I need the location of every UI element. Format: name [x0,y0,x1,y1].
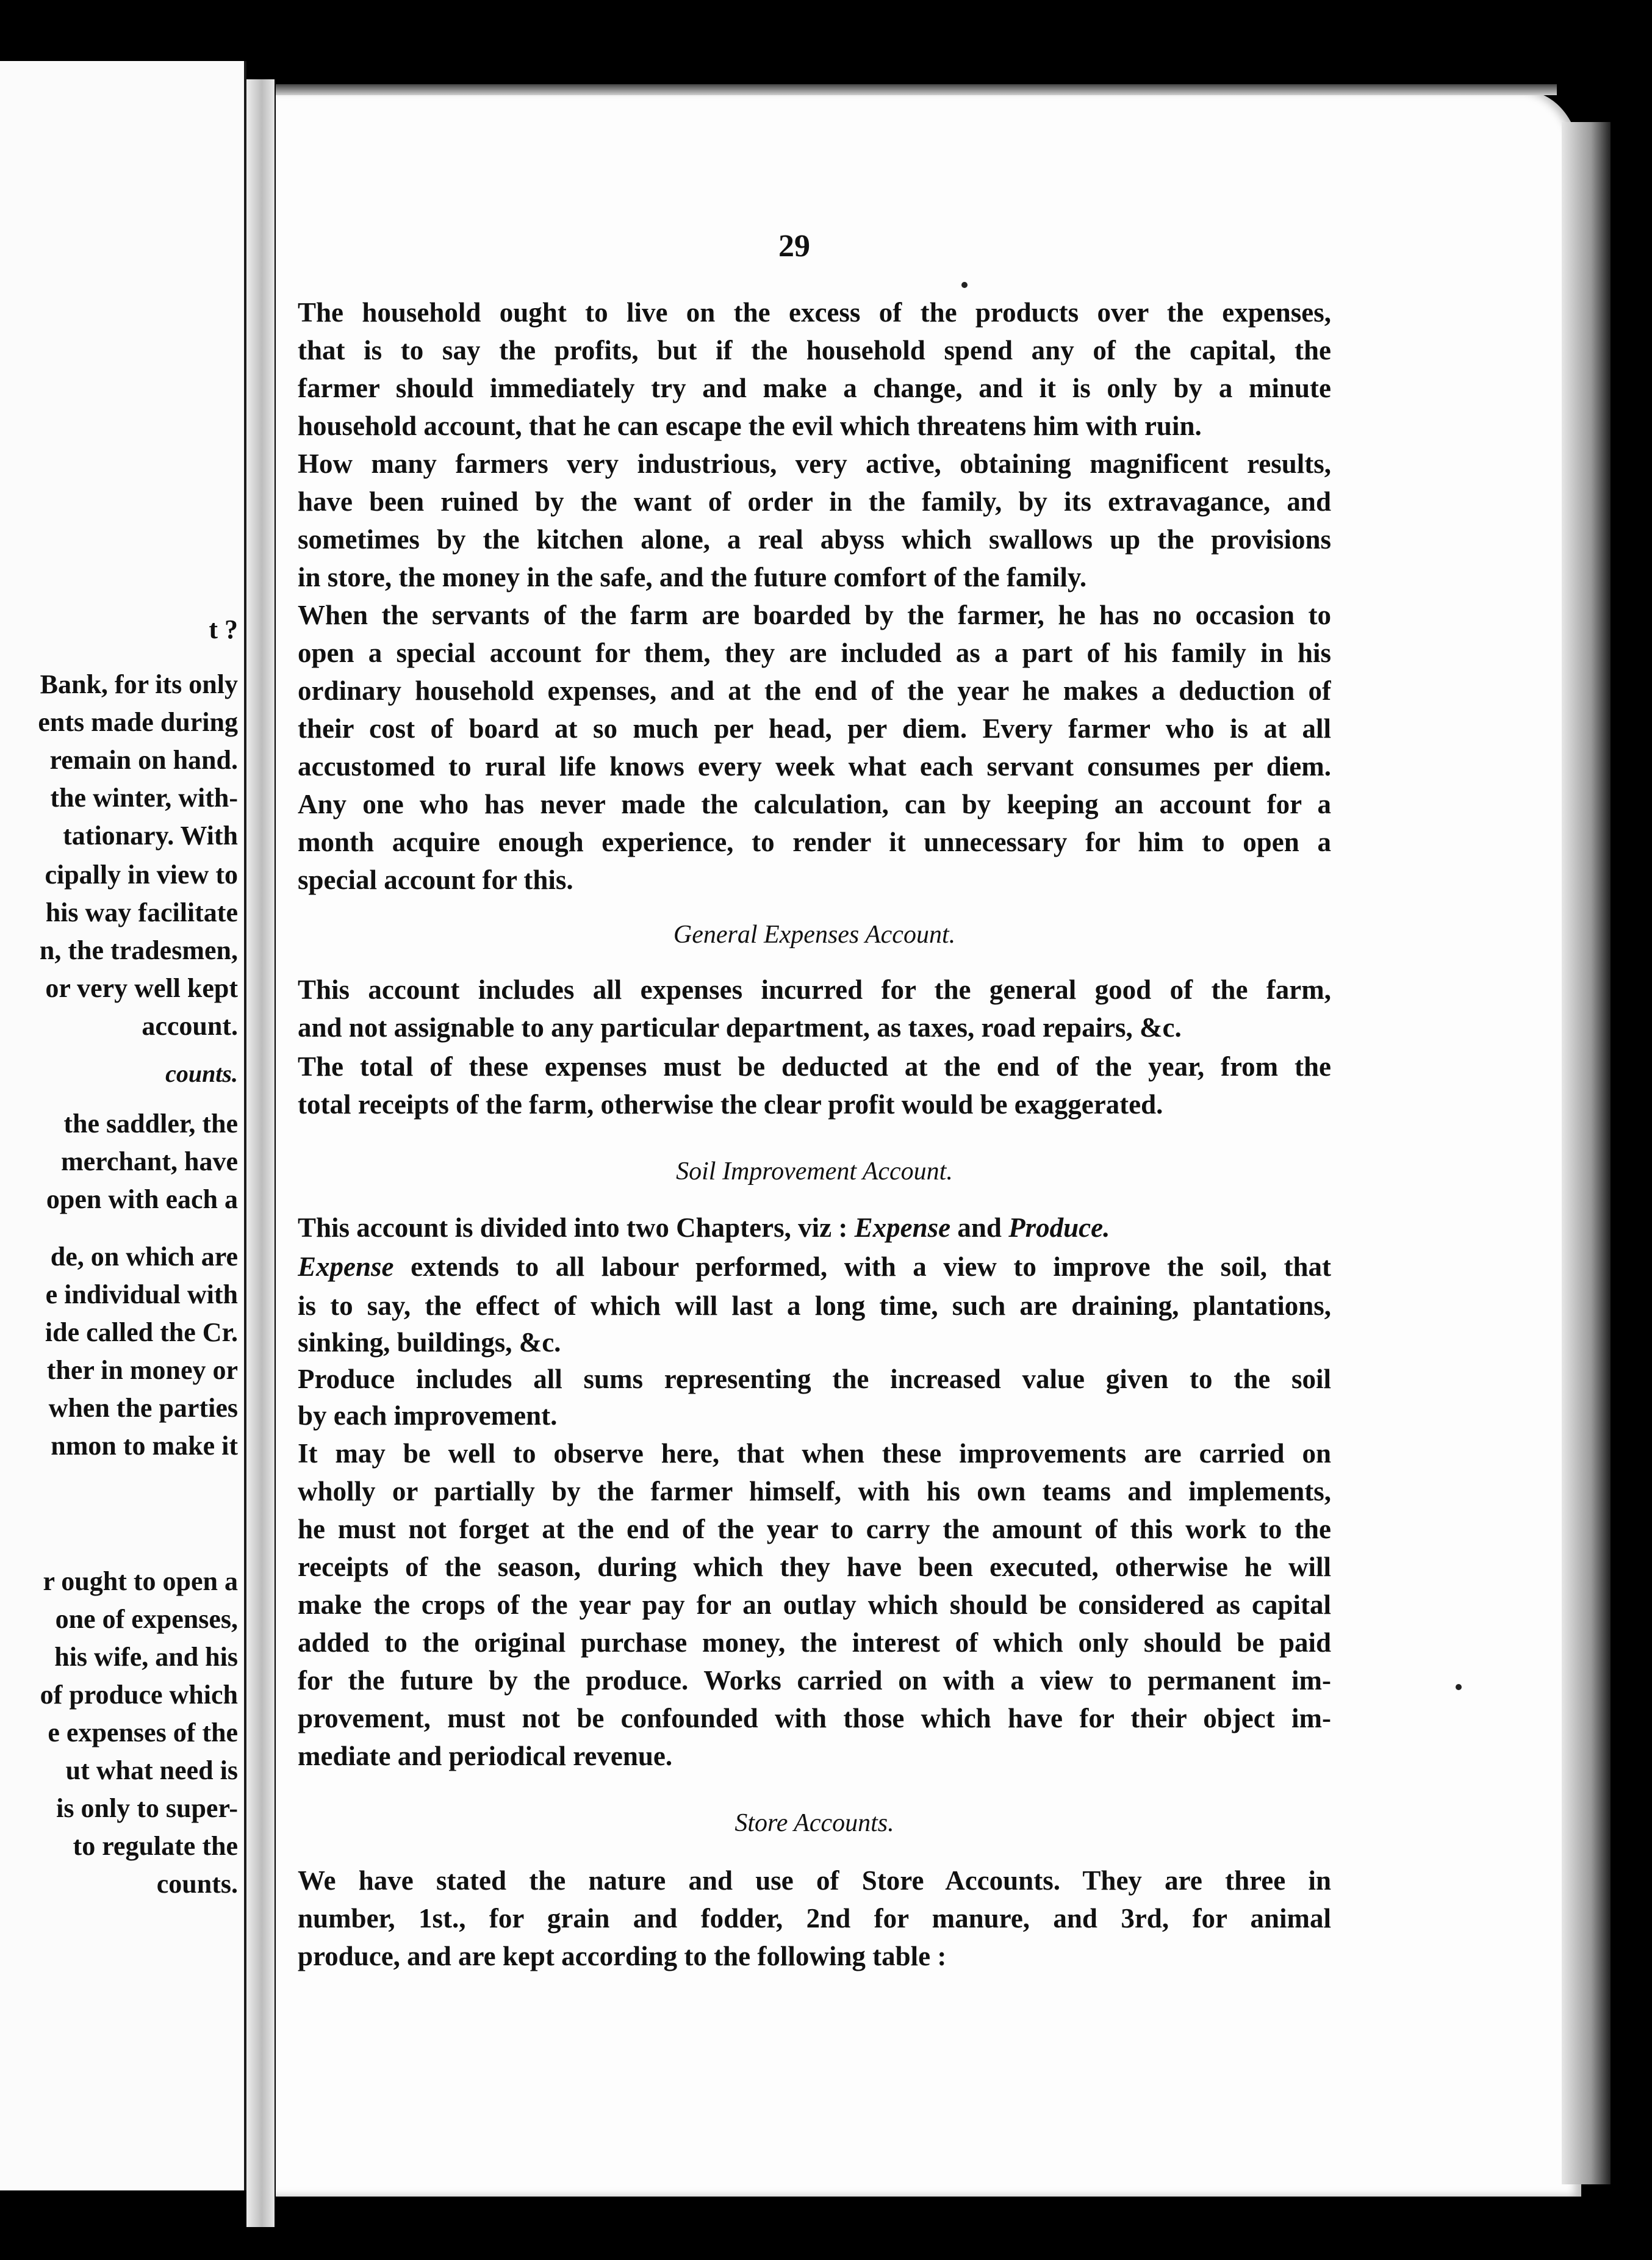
left-page-line: of produce which [40,1680,238,1710]
body-text-line: make the crops of the year pay for an outlay which should be considered as capital [298,1589,1331,1620]
left-page-line: Bank, for its only [40,669,238,699]
body-text-line: receipts of the season, during which they have been executed, otherwise he will [298,1552,1331,1582]
body-text-line: When the servants of the farm are boarded by the farmer, he has no occasion to [298,600,1331,630]
body-text-line: We have stated the nature and use of Store Accounts. They are three in [298,1865,1331,1896]
body-text-line: Any one who has never made the calculation, can by keeping an account for a [298,789,1331,819]
left-page-line: open with each a [46,1184,238,1214]
body-text-line: special account for this. [298,865,573,895]
body-text-line [298,1247,1331,1286]
body-text-span: This account is divided into two Chapters, viz : [298,1212,848,1243]
body-text-line: that is to say the profits, but if the household spend any of the capital, the [298,335,1331,365]
body-text-line: The total of these expenses must be deducted at the end of the year, from the [298,1051,1331,1082]
body-text-line: The household ought to live on the excess of the products over the expenses, [298,297,1331,328]
body-text-span: Expense [854,1212,951,1243]
body-text-line: in store, the money in the safe, and the future comfort of the family. [298,562,1087,592]
left-page-line: the saddler, the [63,1109,238,1139]
body-text-line: he must not forget at the end of the year to carry the amount of this work to the [298,1514,1331,1544]
left-page-line: n, the tradesmen, [39,935,238,965]
body-text-line: Produce includes all sums representing the increased value given to the soil [298,1364,1331,1394]
body-text-line: sometimes by the kitchen alone, a real abyss which swallows up the provisions [298,524,1331,555]
body-text-line: for the future by the produce. Works carried on with a view to permanent im- [298,1665,1331,1696]
left-page-line: the winter, with- [50,783,238,813]
page-top-edge [276,84,1557,95]
body-text-line: produce, and are kept according to the following table : [298,1941,947,1971]
left-page-line: one of expenses, [55,1604,238,1634]
left-page-line: e individual with [45,1279,238,1309]
body-text-line: ordinary household expenses, and at the end of the year he makes a deduction of [298,675,1331,706]
left-page-line: ut what need is [65,1755,238,1785]
body-text-line: month acquire enough experience, to render it unnecessary for him to open a [298,827,1331,857]
ink-speck [961,282,968,288]
left-facing-page [0,61,246,2190]
ink-speck [1456,1684,1462,1690]
left-page-line: de, on which are [50,1242,238,1272]
body-text-line: wholly or partially by the farmer himself, with his own teams and implements, [298,1476,1331,1506]
body-text-span: Produce. [1008,1212,1110,1243]
left-page-line: cipally in view to [45,860,238,890]
section-heading: Store Accounts. [734,1809,894,1837]
left-page-line: ther in money or [46,1355,238,1385]
left-page-line: remain on hand. [49,745,238,775]
left-page-line: his wife, and his [54,1642,238,1672]
book-gutter [246,79,275,2227]
body-text-span: and [957,1212,1002,1243]
body-text-line: It may be well to observe here, that when these improvements are carried on [298,1438,1331,1469]
left-page-line: e expenses of the [48,1718,238,1747]
left-page-line: or very well kept [45,973,238,1003]
left-page-line: ents made during [38,707,238,737]
body-text-line [298,1208,1331,1247]
left-page-line: is only to super- [56,1793,238,1823]
body-text-line: and not assignable to any particular department, as taxes, road repairs, &c. [298,1012,1182,1043]
body-text-line: their cost of board at so much per head, per diem. Every farmer who is at all [298,713,1331,744]
body-text-span: extends to all labour performed, with a view to improve the soil, that [411,1251,1331,1282]
left-page-line: tationary. With [63,821,238,851]
body-text-line: number, 1st., for grain and fodder, 2nd for manure, and 3rd, for animal [298,1903,1331,1934]
body-text-line: This account includes all expenses incurred for the general good of the farm, [298,974,1331,1005]
left-page-line: account. [142,1011,238,1041]
body-text-line: accustomed to rural life knows every week what each servant consumes per diem. [298,751,1331,782]
body-text-line: mediate and periodical revenue. [298,1741,673,1771]
section-heading: General Expenses Account. [673,921,956,949]
left-page-line: when the parties [48,1393,238,1423]
body-text-span: Expense [298,1251,394,1282]
body-text-line: household account, that he can escape the evil which threatens him with ruin. [298,411,1202,441]
body-text-line: provement, must not be confounded with those which have for their object im- [298,1703,1331,1733]
left-page-line: counts. [156,1869,238,1899]
page-number: 29 [778,229,810,264]
left-page-line: to regulate the [73,1831,238,1861]
body-text-line: total receipts of the farm, otherwise the clear profit would be exaggerated. [298,1089,1163,1120]
left-page-line: r ought to open a [43,1566,238,1596]
body-text-line: have been ruined by the want of order in the family, by its extravagance, and [298,486,1331,517]
left-page-line: ide called the Cr. [45,1317,238,1347]
left-page-line: t ? [209,614,238,644]
left-page-line: merchant, have [60,1146,238,1176]
left-page-line: nmon to make it [51,1431,238,1461]
body-text-line: added to the original purchase money, the interest of which only should be paid [298,1627,1331,1658]
body-text-line: How many farmers very industrious, very active, obtaining magnificent results, [298,448,1331,479]
section-heading: Soil Improvement Account. [676,1157,953,1186]
left-page-line: his way facilitate [45,898,238,927]
body-text-line: open a special account for them, they are included as a part of his family in his [298,638,1331,668]
body-text-line: is to say, the effect of which will last a long time, such are draining, plantations, [298,1290,1331,1321]
body-text-line: farmer should immediately try and make a change, and it is only by a minute [298,373,1331,403]
body-text-line: by each improvement. [298,1400,558,1431]
left-page-line: counts. [165,1060,238,1087]
body-text-line: sinking, buildings, &c. [298,1327,561,1358]
page-right-edge [1562,122,1611,2184]
